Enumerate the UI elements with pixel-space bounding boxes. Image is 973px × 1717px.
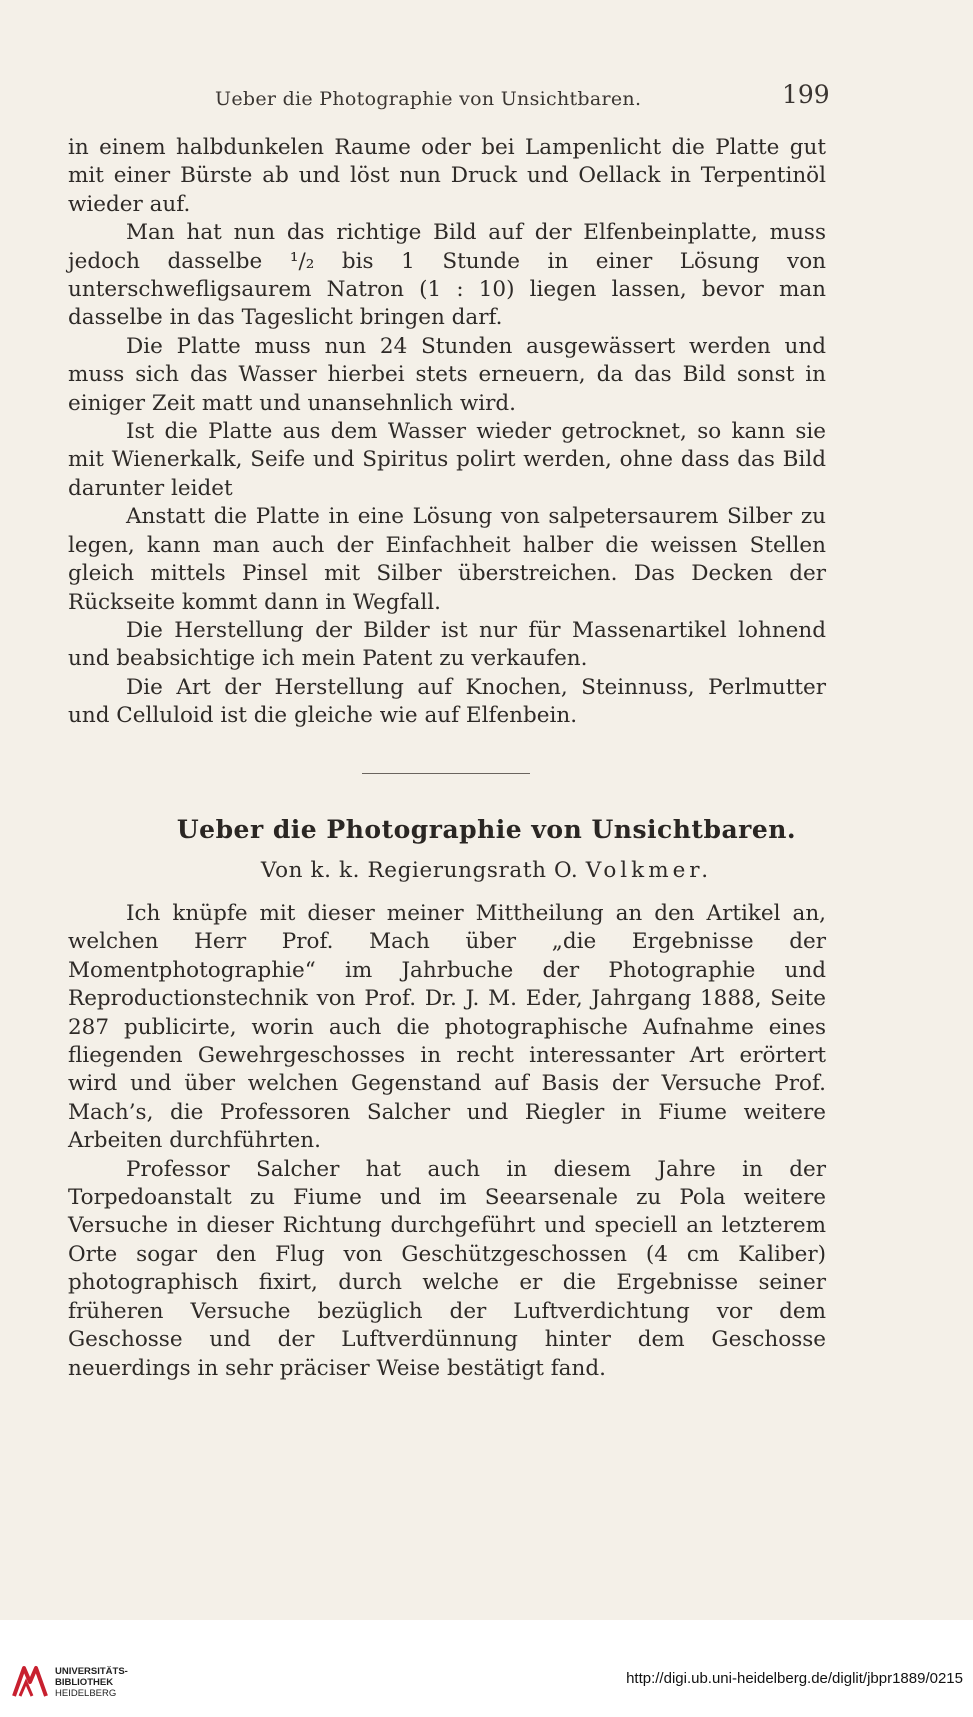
permalink[interactable]: http://digi.ub.uni-heidelberg.de/diglit/jbpr1889/0215 <box>626 1670 963 1687</box>
library-logo-icon <box>10 1662 50 1702</box>
running-head: Ueber die Photographie von Unsichtbaren. <box>215 88 642 110</box>
library-name-line: UNIVERSITÄTS- <box>55 1666 128 1677</box>
article-byline <box>0 858 973 883</box>
section-divider <box>362 773 530 774</box>
article-body <box>68 900 826 1383</box>
paragraph: Ist die Platte aus dem Wasser wieder getrocknet, so kann sie mit Wienerkalk, Seife und Spiritus polirt werden, ohne dass das Bild darunter leidet <box>68 419 826 501</box>
paragraph: Die Herstellung der Bilder ist nur für Massenartikel lohnend und beabsichtige ich mein Patent zu verkaufen. <box>68 617 826 672</box>
library-name-line: HEIDELBERG <box>55 1688 117 1699</box>
paragraph: Die Platte muss nun 24 Stunden ausgewässert werden und muss sich das Wasser hierbei stets erneuern, da das Bild sonst in einiger Zeit matt und unansehnlich wird. <box>68 333 826 416</box>
paragraph: Die Art der Herstellung auf Knochen, Steinnuss, Perlmutter und Celluloid ist die gleiche wie auf Elfenbein. <box>68 674 826 729</box>
continued-text <box>68 134 826 731</box>
author-name: Volkmer. <box>585 858 713 883</box>
paragraph: Anstatt die Platte in eine Lösung von salpetersaurem Silber zu legen, kann man auch der Einfachheit halber die weissen Stellen gleich mittels Pinsel mit Silber überstreichen. Das Decken der Rückseite kommt dann in Wegfall. <box>68 504 826 615</box>
library-name-line: BIBLIOTHEK <box>55 1677 114 1688</box>
library-name <box>55 1666 128 1699</box>
paragraph: Professor Salcher hat auch in diesem Jahre in der Torpedoanstalt zu Fiume und im Seearsenale zu Pola weitere Versuche in dieser Richtung durchgeführt und speciell an letzterem Orte sogar den Flug von Geschützgeschossen (4 cm Kaliber) photographisch fixirt, durch welche er die Ergebnisse seiner früheren Versuche bezüglich der Luftverdichtung vor dem Geschosse und der Luftverdünnung hinter dem Geschosse neuerdings in sehr präciser Weise bestätigt fand. <box>68 1156 826 1381</box>
paragraph: Ich knüpfe mit dieser meiner Mittheilung an den Artikel an, welchen Herr Prof. Mach über „die Ergebnisse der Momentphotographie“ im Jahrbuche der Photographie und Reproductionstechnik von Prof. Dr. J. M. Eder, Jahrgang 1888, Seite 287 publicirte, worin auch die photographische Aufnahme eines fliegenden Gewehrgeschosses in recht interessanter Art erörtert wird und über welchen Gegenstand auf Basis der Versuche Prof. Mach’s, die Professoren Salcher und Riegler in Fiume weitere Arbeiten durchführten. <box>68 901 826 1154</box>
paragraph: in einem halbdunkelen Raume oder bei Lampenlicht die Platte gut mit einer Bürste ab und löst nun Druck und Oellack in Terpentinöl wieder auf. <box>68 135 826 217</box>
digitization-footer <box>0 1620 973 1717</box>
article-title: Ueber die Photographie von Unsichtbaren. <box>176 815 797 844</box>
page-number: 199 <box>782 80 830 109</box>
byline-prefix: Von k. k. Regierungsrath O. <box>260 858 579 883</box>
paragraph: Man hat nun das richtige Bild auf der Elfenbeinplatte, muss jedoch dasselbe ¹/₂ bis 1 Stunde in einer Lösung von unterschwefligsaurem Natron (1 : 10) liegen lassen, bevor man dasselbe in das Tageslicht bringen darf. <box>68 220 826 331</box>
